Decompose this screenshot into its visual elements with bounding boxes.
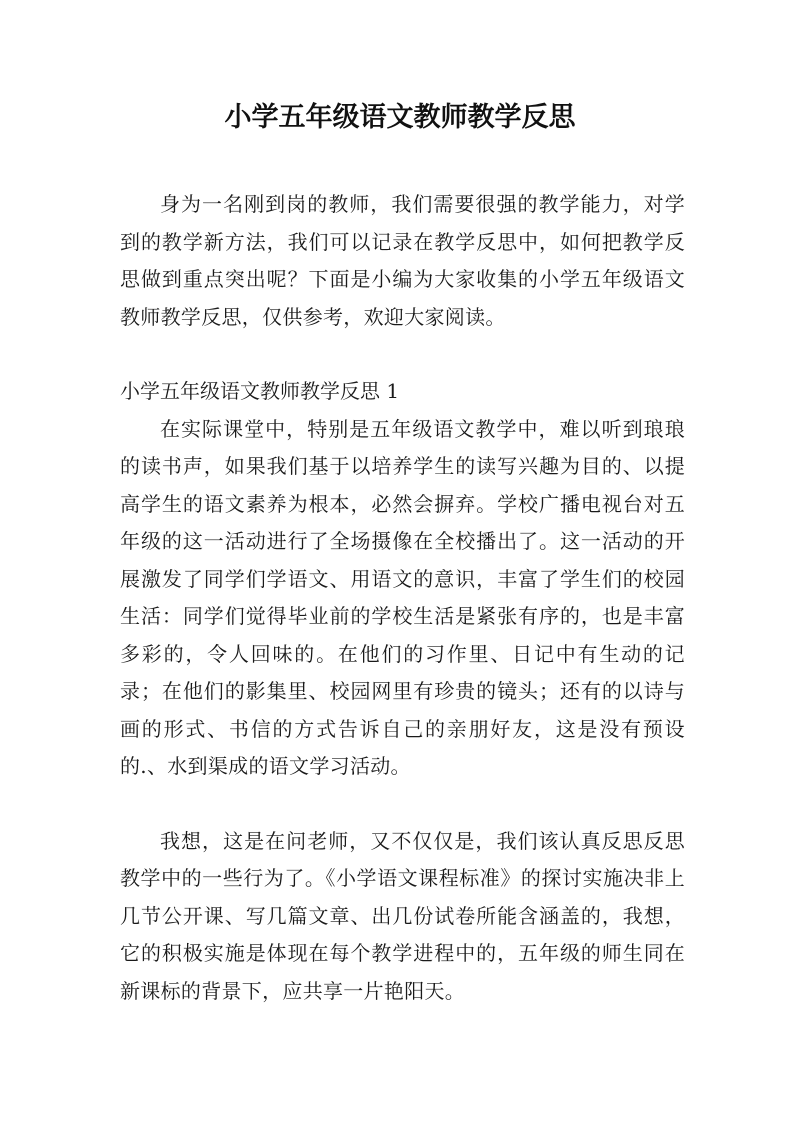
section-heading: 小学五年级语文教师教学反思 1 [120, 379, 400, 403]
body-paragraph: 在实际课堂中，特别是五年级语文教学中，难以听到琅琅的读书声，如果我们基于以培养学生的读写兴趣为目的、以提高学生的语文素养为根本，必然会摒弃。学校广播电视台对五年级的这一活动进行了全场摄像在全校播出了。这一活动的开展激发了同学们学语文、用语文的意识，丰富了学生们的校园生活：同学们觉得毕业前的学校生活是紧张有序的，也是丰富多彩的，令人回味的。在他们的习作里、日记中有生动的记录；在他们的影集里、校园网里有珍贵的镜头；还有的以诗与画的形式、书信的方式告诉自己的亲朋好友，这是没有预设的.、水到渠成的语文学习活动。 [120, 416, 685, 778]
intro-paragraph: 身为一名刚到岗的教师，我们需要很强的教学能力，对学到的教学新方法，我们可以记录在教学反思中，如何把教学反思做到重点突出呢？下面是小编为大家收集的小学五年级语文教师教学反思，仅供参考，欢迎大家阅读。 [120, 192, 685, 329]
body-paragraph: 我想，这是在问老师，又不仅仅是，我们该认真反思反思教学中的一些行为了。《小学语文课程标准》的探讨实施决非上几节公开课、写几篇文章、出几份试卷所能含涵盖的，我想，它的积极实施是体现在每个教学进程中的，五年级的师生同在新课标的背景下，应共享一片艳阳天。 [120, 828, 685, 1003]
paragraph-spacer [120, 336, 685, 373]
document-body [120, 186, 685, 1010]
paragraph-spacer [120, 786, 685, 823]
document-title: 小学五年级语文教师教学反思 [224, 102, 576, 133]
